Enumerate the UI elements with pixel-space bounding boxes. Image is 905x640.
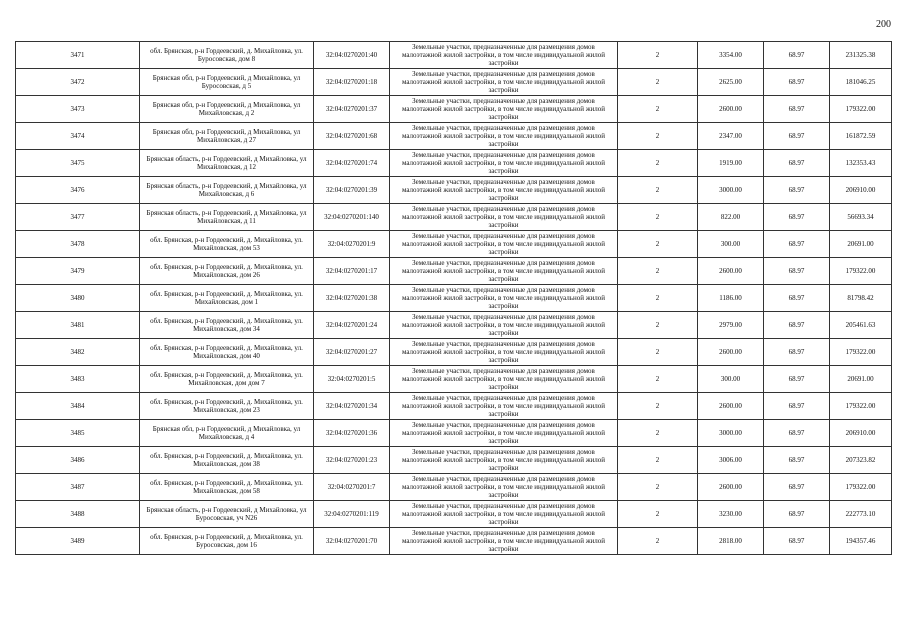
area-cell: 2979.00 [698, 312, 764, 339]
specific-value-cell: 68.97 [764, 96, 830, 123]
cadastral-number-cell: 32:04:0270201:23 [314, 447, 390, 474]
page-number: 200 [876, 19, 891, 30]
group-cell: 2 [618, 285, 698, 312]
specific-value-cell: 68.97 [764, 150, 830, 177]
group-cell: 2 [618, 177, 698, 204]
cadastral-number-cell: 32:04:0270201:7 [314, 474, 390, 501]
cadastral-number-cell: 32:04:0270201:38 [314, 285, 390, 312]
row-number: 3478 [16, 231, 140, 258]
row-number: 3476 [16, 177, 140, 204]
cadastral-value-cell: 179322.00 [830, 393, 892, 420]
area-cell: 2600.00 [698, 474, 764, 501]
group-cell: 2 [618, 366, 698, 393]
group-cell: 2 [618, 42, 698, 69]
address-cell: обл. Брянская, р-н Гордеевский, д. Михайловка, ул. Михайловская, дом 58 [140, 474, 314, 501]
specific-value-cell: 68.97 [764, 420, 830, 447]
land-use-cell: Земельные участки, предназначенные для размещения домов малоэтажной жилой застройки, в том числе индивидуальной жилой застройки [390, 447, 618, 474]
table-row [16, 528, 892, 555]
group-cell: 2 [618, 420, 698, 447]
specific-value-cell: 68.97 [764, 447, 830, 474]
address-cell: обл. Брянская, р-н Гордеевский, д. Михайловка, ул. Михайловская, дом 38 [140, 447, 314, 474]
table-row [16, 420, 892, 447]
cadastral-value-cell: 206910.00 [830, 177, 892, 204]
area-cell: 300.00 [698, 366, 764, 393]
specific-value-cell: 68.97 [764, 285, 830, 312]
cadastral-number-cell: 32:04:0270201:39 [314, 177, 390, 204]
area-cell: 1919.00 [698, 150, 764, 177]
cadastral-value-cell: 179322.00 [830, 258, 892, 285]
cadastral-value-cell: 20691.00 [830, 231, 892, 258]
land-use-cell: Земельные участки, предназначенные для размещения домов малоэтажной жилой застройки, в том числе индивидуальной жилой застройки [390, 474, 618, 501]
area-cell: 2818.00 [698, 528, 764, 555]
area-cell: 300.00 [698, 231, 764, 258]
row-number: 3481 [16, 312, 140, 339]
land-use-cell: Земельные участки, предназначенные для размещения домов малоэтажной жилой застройки, в том числе индивидуальной жилой застройки [390, 42, 618, 69]
land-use-cell: Земельные участки, предназначенные для размещения домов малоэтажной жилой застройки, в том числе индивидуальной жилой застройки [390, 339, 618, 366]
table-row [16, 447, 892, 474]
row-number: 3475 [16, 150, 140, 177]
cadastral-number-cell: 32:04:0270201:140 [314, 204, 390, 231]
cadastral-number-cell: 32:04:0270201:18 [314, 69, 390, 96]
area-cell: 3230.00 [698, 501, 764, 528]
table-row [16, 231, 892, 258]
group-cell: 2 [618, 96, 698, 123]
table-body [16, 42, 892, 555]
cadastral-value-cell: 207323.82 [830, 447, 892, 474]
specific-value-cell: 68.97 [764, 42, 830, 69]
table-row [16, 366, 892, 393]
specific-value-cell: 68.97 [764, 312, 830, 339]
land-use-cell: Земельные участки, предназначенные для размещения домов малоэтажной жилой застройки, в том числе индивидуальной жилой застройки [390, 393, 618, 420]
row-number: 3479 [16, 258, 140, 285]
group-cell: 2 [618, 258, 698, 285]
group-cell: 2 [618, 474, 698, 501]
cadastral-value-cell: 179322.00 [830, 474, 892, 501]
cadastral-number-cell: 32:04:0270201:40 [314, 42, 390, 69]
group-cell: 2 [618, 528, 698, 555]
table-row [16, 177, 892, 204]
land-use-cell: Земельные участки, предназначенные для размещения домов малоэтажной жилой застройки, в том числе индивидуальной жилой застройки [390, 501, 618, 528]
specific-value-cell: 68.97 [764, 177, 830, 204]
cadastral-value-cell: 205461.63 [830, 312, 892, 339]
area-cell: 1186.00 [698, 285, 764, 312]
table-row [16, 42, 892, 69]
group-cell: 2 [618, 312, 698, 339]
cadastral-value-cell: 206910.00 [830, 420, 892, 447]
address-cell: Брянская обл, р-н Гордеевский, д Михайловка, ул Михайловская, д 27 [140, 123, 314, 150]
group-cell: 2 [618, 69, 698, 96]
specific-value-cell: 68.97 [764, 204, 830, 231]
cadastral-number-cell: 32:04:0270201:70 [314, 528, 390, 555]
cadastral-value-cell: 231325.38 [830, 42, 892, 69]
row-number: 3487 [16, 474, 140, 501]
address-cell: обл. Брянская, р-н Гордеевский, д. Михайловка, ул. Михайловская, дом 53 [140, 231, 314, 258]
row-number: 3482 [16, 339, 140, 366]
cadastral-value-cell: 56693.34 [830, 204, 892, 231]
specific-value-cell: 68.97 [764, 393, 830, 420]
area-cell: 2600.00 [698, 339, 764, 366]
group-cell: 2 [618, 339, 698, 366]
area-cell: 2600.00 [698, 393, 764, 420]
cadastral-value-cell: 20691.00 [830, 366, 892, 393]
row-number: 3474 [16, 123, 140, 150]
cadastral-number-cell: 32:04:0270201:27 [314, 339, 390, 366]
land-use-cell: Земельные участки, предназначенные для размещения домов малоэтажной жилой застройки, в том числе индивидуальной жилой застройки [390, 528, 618, 555]
cadastral-number-cell: 32:04:0270201:37 [314, 96, 390, 123]
address-cell: обл. Брянская, р-н Гордеевский, д. Михайловка, ул. Буросовская, дом 16 [140, 528, 314, 555]
address-cell: обл. Брянская, р-н Гордеевский, д. Михайловка, ул. Михайловская, дом 1 [140, 285, 314, 312]
address-cell: Брянская область, р-н Гордеевский, д Михайловка, ул Михайловская, д 11 [140, 204, 314, 231]
specific-value-cell: 68.97 [764, 69, 830, 96]
area-cell: 822.00 [698, 204, 764, 231]
row-number: 3485 [16, 420, 140, 447]
address-cell: Брянская область, р-н Гордеевский, д Михайловка, ул Михайловская, д 12 [140, 150, 314, 177]
table-row [16, 150, 892, 177]
row-number: 3483 [16, 366, 140, 393]
cadastral-number-cell: 32:04:0270201:68 [314, 123, 390, 150]
row-number: 3480 [16, 285, 140, 312]
table-row [16, 474, 892, 501]
group-cell: 2 [618, 123, 698, 150]
table-row [16, 258, 892, 285]
row-number: 3486 [16, 447, 140, 474]
cadastral-number-cell: 32:04:0270201:5 [314, 366, 390, 393]
cadastral-value-cell: 132353.43 [830, 150, 892, 177]
table-row [16, 69, 892, 96]
address-cell: Брянская обл, р-н Гордеевский, д Михайловка, ул Михайловская, д 2 [140, 96, 314, 123]
area-cell: 2600.00 [698, 96, 764, 123]
table-row [16, 123, 892, 150]
specific-value-cell: 68.97 [764, 501, 830, 528]
cadastral-number-cell: 32:04:0270201:36 [314, 420, 390, 447]
land-use-cell: Земельные участки, предназначенные для размещения домов малоэтажной жилой застройки, в том числе индивидуальной жилой застройки [390, 150, 618, 177]
row-number: 3484 [16, 393, 140, 420]
specific-value-cell: 68.97 [764, 231, 830, 258]
row-number: 3488 [16, 501, 140, 528]
address-cell: Брянская обл, р-н Гордеевский, д Михайловка, ул Буросовская, д 5 [140, 69, 314, 96]
cadastral-number-cell: 32:04:0270201:119 [314, 501, 390, 528]
cadastral-number-cell: 32:04:0270201:34 [314, 393, 390, 420]
area-cell: 3006.00 [698, 447, 764, 474]
specific-value-cell: 68.97 [764, 474, 830, 501]
address-cell: обл. Брянская, р-н Гордеевский, д. Михайловка, ул. Михайловская, дом 34 [140, 312, 314, 339]
address-cell: Брянская обл, р-н Гордеевский, д Михайловка, ул Михайловская, д 4 [140, 420, 314, 447]
table-row [16, 312, 892, 339]
table-row [16, 96, 892, 123]
cadastral-number-cell: 32:04:0270201:24 [314, 312, 390, 339]
cadastral-value-table [15, 41, 892, 555]
group-cell: 2 [618, 204, 698, 231]
area-cell: 2347.00 [698, 123, 764, 150]
address-cell: обл. Брянская, р-н Гордеевский, д. Михайловка, ул. Михайловская, дом 26 [140, 258, 314, 285]
row-number: 3477 [16, 204, 140, 231]
group-cell: 2 [618, 231, 698, 258]
land-use-cell: Земельные участки, предназначенные для размещения домов малоэтажной жилой застройки, в том числе индивидуальной жилой застройки [390, 285, 618, 312]
address-cell: обл. Брянская, р-н Гордеевский, д. Михайловка, ул. Буросовская, дом 8 [140, 42, 314, 69]
row-number: 3473 [16, 96, 140, 123]
row-number: 3472 [16, 69, 140, 96]
table-row [16, 339, 892, 366]
area-cell: 2600.00 [698, 258, 764, 285]
cadastral-number-cell: 32:04:0270201:74 [314, 150, 390, 177]
group-cell: 2 [618, 501, 698, 528]
cadastral-number-cell: 32:04:0270201:17 [314, 258, 390, 285]
area-cell: 2625.00 [698, 69, 764, 96]
cadastral-value-cell: 81798.42 [830, 285, 892, 312]
land-use-cell: Земельные участки, предназначенные для размещения домов малоэтажной жилой застройки, в том числе индивидуальной жилой застройки [390, 312, 618, 339]
specific-value-cell: 68.97 [764, 366, 830, 393]
specific-value-cell: 68.97 [764, 528, 830, 555]
address-cell: Брянская область, р-н Гордеевский, д Михайловка, ул Михайловская, д 6 [140, 177, 314, 204]
specific-value-cell: 68.97 [764, 123, 830, 150]
cadastral-value-cell: 222773.10 [830, 501, 892, 528]
row-number: 3471 [16, 42, 140, 69]
table-row [16, 285, 892, 312]
address-cell: Брянская область, р-н Гордеевский, д Михайловка, ул Буросовская, уч N26 [140, 501, 314, 528]
row-number: 3489 [16, 528, 140, 555]
land-use-cell: Земельные участки, предназначенные для размещения домов малоэтажной жилой застройки, в том числе индивидуальной жилой застройки [390, 177, 618, 204]
area-cell: 3000.00 [698, 177, 764, 204]
group-cell: 2 [618, 393, 698, 420]
address-cell: обл. Брянская, р-н Гордеевский, д. Михайловка, ул. Михайловская, дом 23 [140, 393, 314, 420]
address-cell: обл. Брянская, р-н Гордеевский, д. Михайловка, ул. Михайловская, дом 40 [140, 339, 314, 366]
cadastral-value-cell: 179322.00 [830, 96, 892, 123]
area-cell: 3000.00 [698, 420, 764, 447]
group-cell: 2 [618, 447, 698, 474]
land-use-cell: Земельные участки, предназначенные для размещения домов малоэтажной жилой застройки, в том числе индивидуальной жилой застройки [390, 69, 618, 96]
land-use-cell: Земельные участки, предназначенные для размещения домов малоэтажной жилой застройки, в том числе индивидуальной жилой застройки [390, 366, 618, 393]
table-row [16, 501, 892, 528]
cadastral-number-cell: 32:04:0270201:9 [314, 231, 390, 258]
address-cell: обл. Брянская, р-н Гордеевский, д. Михайловка, ул. Михайловская, дом дом 7 [140, 366, 314, 393]
cadastral-value-cell: 161872.59 [830, 123, 892, 150]
land-use-cell: Земельные участки, предназначенные для размещения домов малоэтажной жилой застройки, в том числе индивидуальной жилой застройки [390, 258, 618, 285]
table-row [16, 393, 892, 420]
land-use-cell: Земельные участки, предназначенные для размещения домов малоэтажной жилой застройки, в том числе индивидуальной жилой застройки [390, 231, 618, 258]
area-cell: 3354.00 [698, 42, 764, 69]
table-row [16, 204, 892, 231]
land-use-cell: Земельные участки, предназначенные для размещения домов малоэтажной жилой застройки, в том числе индивидуальной жилой застройки [390, 420, 618, 447]
land-use-cell: Земельные участки, предназначенные для размещения домов малоэтажной жилой застройки, в том числе индивидуальной жилой застройки [390, 123, 618, 150]
cadastral-value-cell: 181046.25 [830, 69, 892, 96]
cadastral-value-cell: 194357.46 [830, 528, 892, 555]
land-use-cell: Земельные участки, предназначенные для размещения домов малоэтажной жилой застройки, в том числе индивидуальной жилой застройки [390, 96, 618, 123]
land-use-cell: Земельные участки, предназначенные для размещения домов малоэтажной жилой застройки, в том числе индивидуальной жилой застройки [390, 204, 618, 231]
cadastral-value-cell: 179322.00 [830, 339, 892, 366]
specific-value-cell: 68.97 [764, 339, 830, 366]
specific-value-cell: 68.97 [764, 258, 830, 285]
group-cell: 2 [618, 150, 698, 177]
